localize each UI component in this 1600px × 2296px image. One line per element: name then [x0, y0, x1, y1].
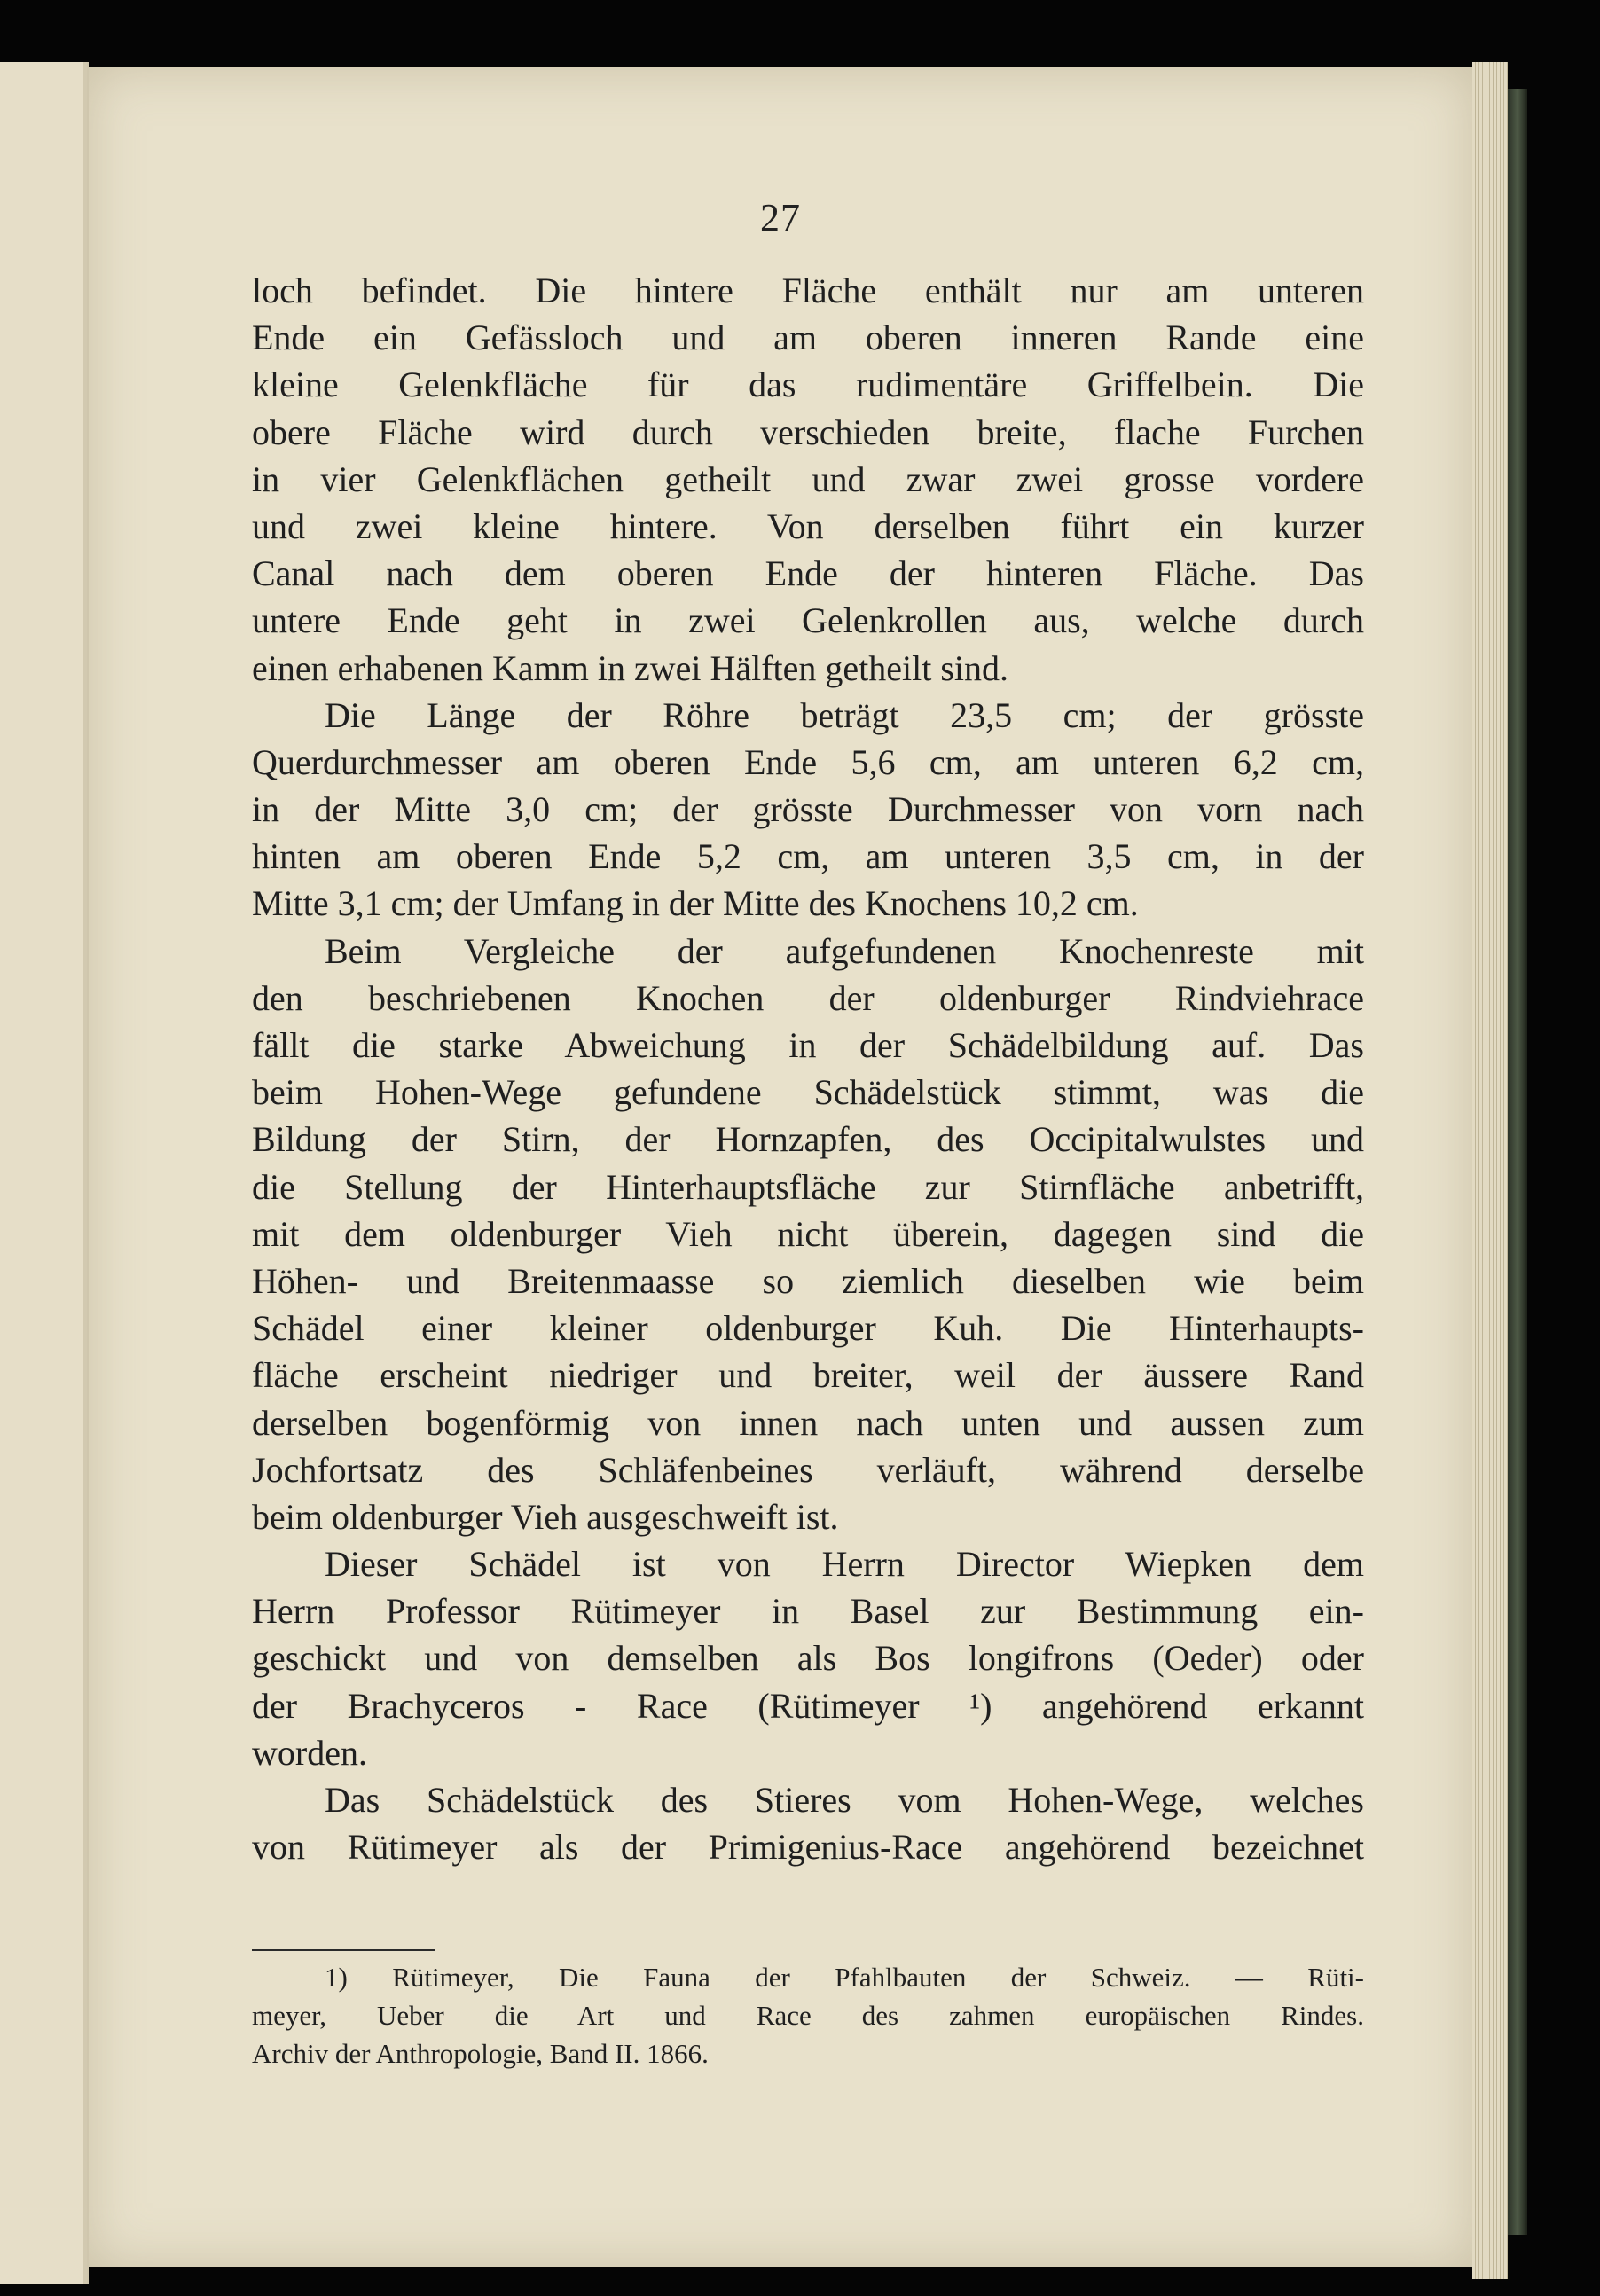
text-line: derselben bogenförmig von innen nach unten und aussen zum — [252, 1402, 1364, 1443]
book-page — [89, 67, 1472, 2267]
text-line: obere Fläche wird durch verschieden breite, flache Furchen — [252, 411, 1364, 452]
text-line: Bildung der Stirn, der Hornzapfen, des Occipitalwulstes und — [252, 1119, 1364, 1160]
footnotes — [252, 1958, 1364, 2073]
text-line: loch befindet. Die hintere Fläche enthält nur am unteren — [252, 270, 1364, 310]
text-line: den beschriebenen Knochen der oldenburger Rindviehrace — [252, 977, 1364, 1018]
text-line: in vier Gelenkflächen getheilt und zwar zwei grosse vordere — [252, 458, 1364, 499]
text-line: fällt die starke Abweichung in der Schädelbildung auf. Das — [252, 1025, 1364, 1065]
text-line: Das Schädelstück des Stieres vom Hohen-Wege, welches — [325, 1780, 1364, 1820]
text-line: von Rütimeyer als der Primigenius-Race angehörend bezeichnet — [252, 1827, 1364, 1868]
footnote-line: 1) Rütimeyer, Die Fauna der Pfahlbauten der Schweiz. — Rüti- — [325, 1962, 1364, 1993]
text-line: fläche erscheint niedriger und breiter, weil der äussere Rand — [252, 1355, 1364, 1396]
text-line: Beim Vergleiche der aufgefundenen Knochenreste mit — [325, 930, 1364, 971]
text-line: Höhen- und Breitenmaasse so ziemlich dieselben wie beim — [252, 1260, 1364, 1301]
text-line: die Stellung der Hinterhauptsfläche zur Stirnfläche anbetrifft, — [252, 1166, 1364, 1207]
text-line: Ende ein Gefässloch und am oberen inneren Rande eine — [252, 317, 1364, 358]
text-line: Die Länge der Röhre beträgt 23,5 cm; der grösste — [325, 694, 1364, 735]
text-line: in der Mitte 3,0 cm; der grösste Durchmesser von vorn nach — [252, 789, 1364, 830]
footnote-line: meyer, Ueber die Art und Race des zahmen europäischen Rindes. — [252, 2000, 1364, 2031]
footnote-line: Archiv der Anthropologie, Band II. 1866. — [252, 2038, 709, 2069]
text-line: geschickt und von demselben als Bos longifrons (Oeder) oder — [252, 1638, 1364, 1679]
text-line: Jochfortsatz des Schläfenbeines verläuft, während derselbe — [252, 1449, 1364, 1490]
text-line: Querdurchmesser am oberen Ende 5,6 cm, am unteren 6,2 cm, — [252, 741, 1364, 782]
previous-page-edge — [0, 62, 89, 2284]
text-line: worden. — [252, 1732, 367, 1773]
text-line: Schädel einer kleiner oldenburger Kuh. Die Hinterhaupts- — [252, 1308, 1364, 1349]
text-line: Mitte 3,1 cm; der Umfang in der Mitte des Knochens 10,2 cm. — [252, 883, 1139, 924]
text-line: Canal nach dem oberen Ende der hinteren Fläche. Das — [252, 553, 1364, 594]
page-stack-edge — [1472, 62, 1508, 2279]
text-line: Herrn Professor Rütimeyer in Basel zur Bestimmung ein- — [252, 1591, 1364, 1632]
page-number: 27 — [760, 196, 801, 239]
text-line: und zwei kleine hintere. Von derselben führt ein kurzer — [252, 505, 1364, 546]
text-line: einen erhabenen Kamm in zwei Hälften getheilt sind. — [252, 647, 1009, 688]
text-line: der Brachyceros - Race (Rütimeyer ¹) angehörend erkannt — [252, 1685, 1364, 1726]
footnote-rule — [252, 1949, 435, 1951]
text-line: kleine Gelenkfläche für das rudimentäre Griffelbein. Die — [252, 364, 1364, 405]
text-line: hinten am oberen Ende 5,2 cm, am unteren 3,5 cm, in der — [252, 836, 1364, 877]
body-text — [252, 267, 1364, 1870]
book-binding — [1508, 89, 1527, 2235]
text-line: Dieser Schädel ist von Herrn Director Wiepken dem — [325, 1544, 1364, 1585]
text-line: mit dem oldenburger Vieh nicht überein, dagegen sind die — [252, 1213, 1364, 1254]
text-line: untere Ende geht in zwei Gelenkrollen aus, welche durch — [252, 600, 1364, 641]
text-line: beim Hohen-Wege gefundene Schädelstück stimmt, was die — [252, 1072, 1364, 1113]
text-line: beim oldenburger Vieh ausgeschweift ist. — [252, 1496, 839, 1537]
